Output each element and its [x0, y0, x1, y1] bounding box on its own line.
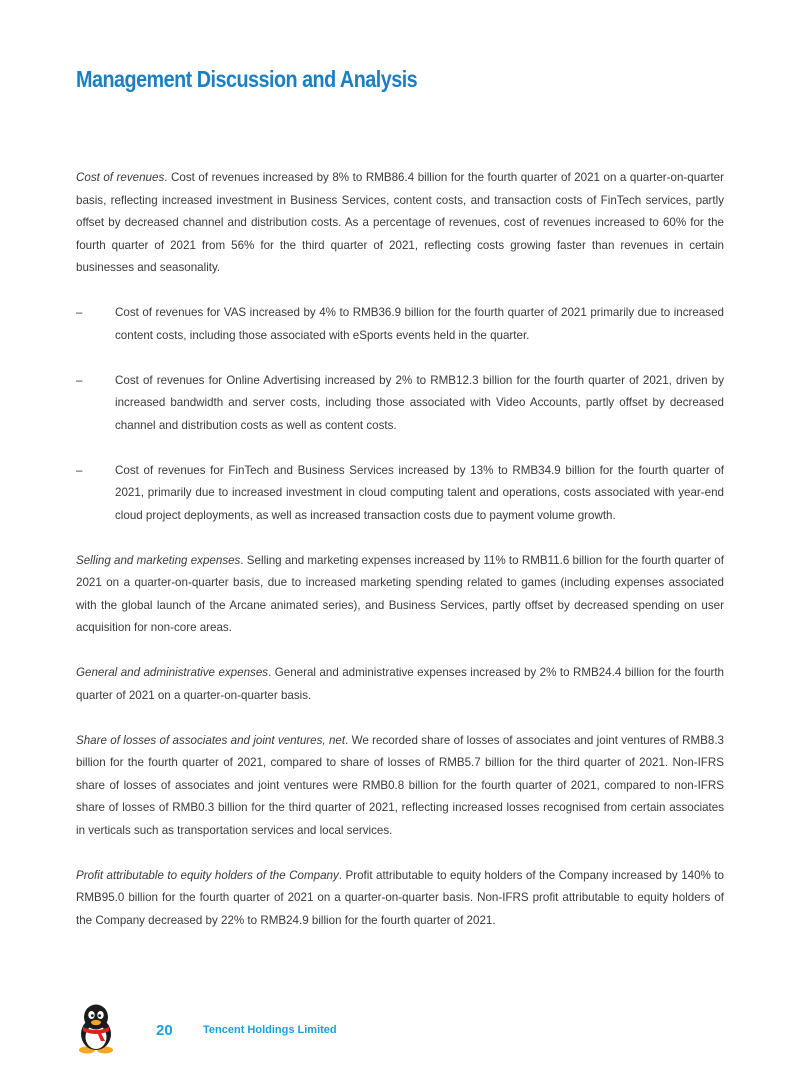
list-item	[76, 302, 724, 347]
paragraph-text: . General and administrative expenses increased by 2% to RMB24.4 billion for the fourth quarter of 2021 on a quarter-on-quarter basis.	[76, 666, 725, 702]
paragraph-label: General and administrative expenses	[76, 666, 269, 679]
paragraph-text: . Cost of revenues increased by 8% to RMB86.4 billion for the fourth quarter of 2021 on a quarter-on-quarter basis, reflecting increased investment in Business Services, content costs, and transaction costs of FinTech services, partly offset by decreased channel and distribution costs. As a percentage of revenues, cost of revenues increased to 60% for the fourth quarter of 2021 from 56% for the third quarter of 2021, reflecting costs growing faster than revenues in certain businesses and seasonality.	[76, 171, 724, 274]
paragraph-text: . Profit attributable to equity holders of the Company increased by 140% to RMB95.0 billion for the fourth quarter of 2021 on a quarter-on-quarter basis. Non-IFRS profit attributable to equity holders of the Company decreased by 22% to RMB24.9 billion for the fourth quarter of 2021.	[76, 868, 724, 927]
paragraph-label: Share of losses of associates and joint ventures, net	[76, 733, 346, 747]
page-footer	[76, 1003, 476, 1055]
list-item-text: Cost of revenues for Online Advertising increased by 2% to RMB12.3 billion for the fourth quarter of 2021, driven by increased bandwidth and server costs, including those associated with Video Accounts, partly offset by decreased channel and distribution costs as well as content costs.	[115, 373, 724, 432]
list-item-text: Cost of revenues for VAS increased by 4% to RMB36.9 billion for the fourth quarter of 2021 primarily due to increased content costs, including those associated with eSports events held in the quarter.	[115, 306, 724, 342]
company-name: Tencent Holdings Limited	[203, 1024, 337, 1036]
paragraph-label: Profit attributable to equity holders of the Company	[76, 868, 339, 882]
paragraph-share-of-losses	[76, 730, 724, 843]
paragraph-general-admin	[76, 662, 724, 707]
list-item	[76, 370, 724, 438]
dash-marker: –	[76, 306, 83, 319]
paragraph-label: Cost of revenues	[76, 171, 165, 184]
penguin-icon	[76, 1003, 116, 1055]
paragraph-text: . Selling and marketing expenses increased by 11% to RMB11.6 billion for the fourth quarter of 2021 on a quarter-on-quarter basis, due to increased marketing spending related to games (including expenses associated with the global launch of the Arcane animated series), and Business Services, partly offset by decreased spending on user acquisition for non-core areas.	[76, 553, 724, 634]
list-item-text: Cost of revenues for FinTech and Business Services increased by 13% to RMB34.9 billion for the fourth quarter of 2021, primarily due to increased investment in cloud computing talent and operations, costs associated with year-end cloud project deployments, as well as increased transaction costs due to payment volume growth.	[115, 463, 724, 522]
dash-marker: –	[76, 463, 83, 477]
paragraph-profit-attributable	[76, 865, 724, 933]
page-title: Management Discussion and Analysis	[76, 66, 418, 92]
paragraph-label: Selling and marketing expenses	[76, 553, 241, 567]
list-item	[76, 460, 724, 528]
page-number: 20	[156, 1022, 173, 1039]
dash-marker: –	[76, 373, 83, 387]
paragraph-text: . We recorded share of losses of associates and joint ventures of RMB8.3 billion for the fourth quarter of 2021, compared to share of losses of RMB5.7 billion for the third quarter of 2021. Non-IFRS share of losses of associates and joint ventures were RMB0.8 billion for the fourth quarter of 2021, compared to non-IFRS share of losses of RMB0.3 billion for the third quarter of 2021, reflecting increased losses recognised from certain associates in verticals such as transportation services and local services.	[76, 733, 724, 837]
main-content	[76, 167, 724, 955]
paragraph-selling-marketing	[76, 550, 724, 640]
paragraph-cost-of-revenues	[76, 167, 724, 280]
